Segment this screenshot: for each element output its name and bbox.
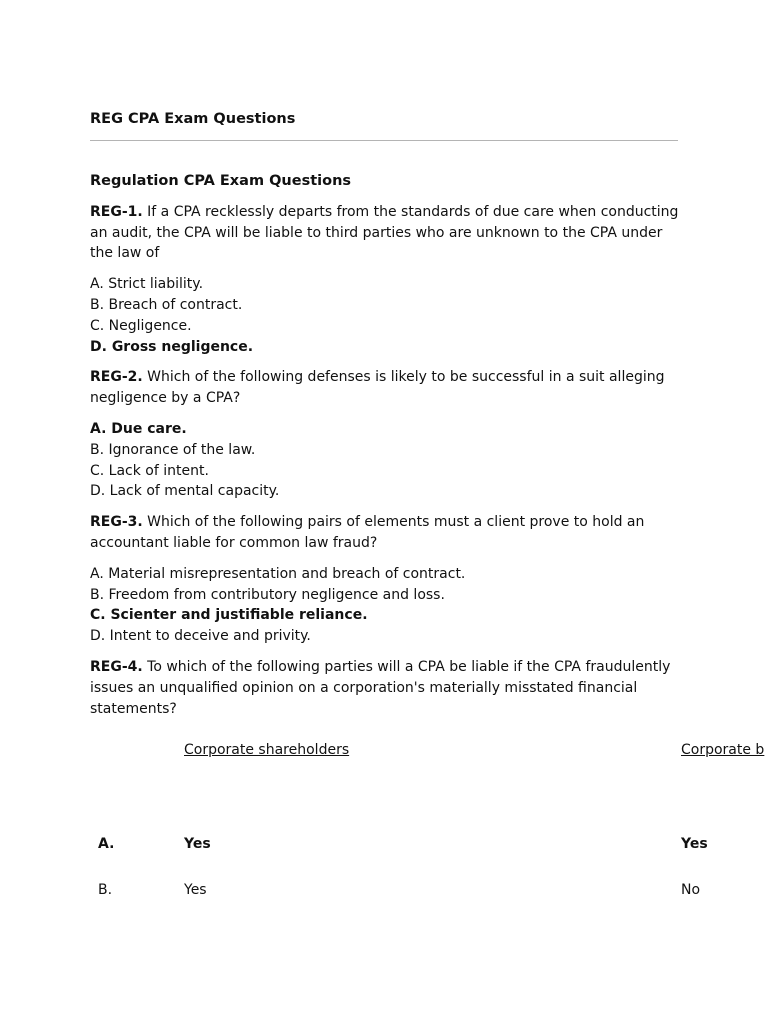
row-a-corporate-b-value: Yes <box>681 836 708 852</box>
question-reg-1 <box>90 202 680 264</box>
page-title: REG CPA Exam Questions <box>90 111 296 127</box>
question-reg-2 <box>90 367 680 409</box>
options-reg-3 <box>90 564 680 647</box>
row-label-a: A. <box>98 836 115 852</box>
option-a: A. Strict liability. <box>90 276 204 293</box>
option-b: B. Freedom from contributory negligence and loss. <box>90 586 445 603</box>
option-a-correct: A. Due care. <box>90 420 187 437</box>
option-c: C. Lack of intent. <box>90 462 209 479</box>
question-reg-4 <box>90 657 680 719</box>
row-a-shareholders-value: Yes <box>184 836 211 852</box>
question-reg-3 <box>90 512 680 554</box>
section-heading: Regulation CPA Exam Questions <box>90 173 352 189</box>
question-id: REG-2. <box>90 369 143 386</box>
question-id: REG-1. <box>90 203 143 220</box>
question-id: REG-4. <box>90 658 143 675</box>
document-body <box>90 171 680 729</box>
header-divider <box>90 140 678 141</box>
question-id: REG-3. <box>90 514 143 531</box>
option-b: B. Ignorance of the law. <box>90 441 256 458</box>
option-c-correct: C. Scienter and justifiable reliance. <box>90 607 368 624</box>
row-b-corporate-b-value: No <box>681 882 701 898</box>
option-b: B. Breach of contract. <box>90 296 243 313</box>
option-c: C. Negligence. <box>90 317 192 334</box>
question-text: If a CPA recklessly departs from the standards of due care when conducting an audit, the CPA will be liable to third parties who are unknown to the CPA under the law of <box>90 203 679 262</box>
question-text: Which of the following pairs of elements must a client prove to hold an accountant liable for common law fraud? <box>90 514 645 551</box>
option-d-correct: D. Gross negligence. <box>90 338 254 355</box>
options-reg-2 <box>90 419 680 502</box>
column-header-shareholders: Corporate shareholders <box>184 742 350 758</box>
option-a: A. Material misrepresentation and breach of contract. <box>90 565 466 582</box>
option-d: D. Lack of mental capacity. <box>90 483 280 500</box>
row-label-b: B. <box>98 882 113 898</box>
option-d: D. Intent to deceive and privity. <box>90 628 311 645</box>
row-b-shareholders-value: Yes <box>184 882 207 898</box>
question-text: To which of the following parties will a CPA be liable if the CPA fraudulently issues an unqualified opinion on a corporation's materially misstated financial statements? <box>90 658 671 717</box>
question-text: Which of the following defenses is likely to be successful in a suit alleging negligence by a CPA? <box>90 369 665 407</box>
column-header-corporate-b: Corporate b <box>681 742 765 758</box>
options-reg-1 <box>90 274 680 357</box>
